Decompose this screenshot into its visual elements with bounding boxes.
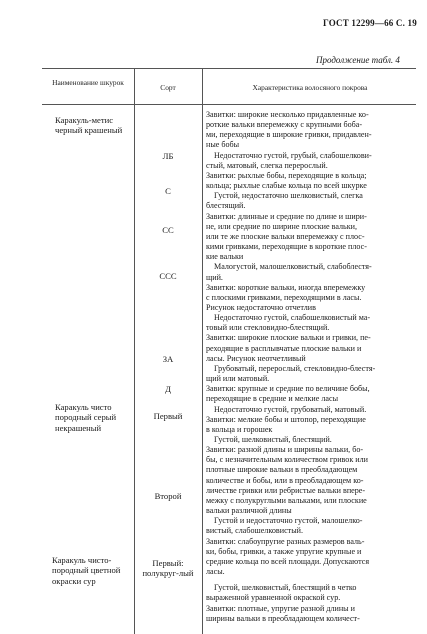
description-line: выраженной уравненной окраской сур.	[206, 593, 341, 603]
description-line: в кольца и горошек	[206, 424, 273, 434]
description-line: щий или матовый.	[206, 374, 270, 384]
description-line: ласы. Рисунок неотчетливый	[206, 353, 306, 363]
description-line: стый, матовый, слегка перерослый.	[206, 160, 328, 170]
description-line: Завитки: широкие плоские вальки и гривки, пе-	[206, 333, 371, 343]
description-line: с плоскими гривками, переходящими в ласы.	[206, 292, 362, 302]
description-line: Недостаточно густой, грубый, слабошелкови-	[214, 150, 372, 160]
grade-cell: Д	[165, 384, 171, 394]
description-line: средние кольца по всей площади. Допускаются	[206, 556, 370, 566]
table-continuation-label: Продолжение табл. 4	[316, 55, 400, 65]
skin-name: Каракуль чисто-породный цветной окраски сур	[52, 555, 121, 586]
description-line: количестве и бобы, или в преобладающем ко-	[206, 475, 364, 485]
description-line: кольца; рыхлые слабые кольца по всей шкурке	[206, 181, 367, 191]
grade-cell: С	[165, 186, 171, 196]
description-line: Завитки: мелкие бобы и штопор, переходящие	[206, 414, 366, 424]
description-line: вистый, слабошелковистый.	[206, 526, 303, 536]
grade-cell: Первый	[153, 411, 183, 421]
description-line: Завитки: слабоупругие разных размеров валь-	[206, 536, 365, 546]
description-line: Рисунок недостаточно отчетлив	[206, 302, 316, 312]
page-header: ГОСТ 12299—66 С. 19	[323, 18, 417, 28]
column-divider-1	[134, 68, 135, 634]
column-divider-2	[202, 68, 203, 634]
table-header-rule	[42, 104, 416, 105]
description-line: Густой и недостаточно густой, малошелко-	[214, 516, 363, 526]
description-line: или те же плоские вальки вперемежку с плос-	[206, 231, 365, 241]
description-line: плотные широкие вальки в преобладающем	[206, 465, 358, 475]
description-line: Завитки: короткие вальки, иногда вперемежку	[206, 282, 366, 292]
description-line: ки, бобы, гривки, а также упругие крупные и	[206, 546, 362, 556]
description-line: кие вальки	[206, 252, 244, 262]
grade-cell: ЗА	[162, 354, 174, 364]
description-line: Завитки: разной длины и ширины вальки, бо-	[206, 445, 364, 455]
column-header-description: Характеристика волосяного покрова	[252, 83, 368, 92]
skin-name: Каракуль-метис черный крашеный	[55, 115, 123, 136]
description-line: ные бобы	[206, 140, 240, 150]
description-line: Малогустой, малошелковистый, слабоблестя-	[214, 262, 372, 272]
column-header-name: Наименование шкурок	[52, 78, 124, 87]
description-line: щий.	[206, 272, 223, 282]
description-line: вальки различной длины	[206, 506, 292, 516]
description-line: блестящий.	[206, 201, 246, 211]
description-line: Завитки: плотные, упругие разной длины и	[206, 603, 355, 613]
description-line: Недостаточно густой, слабошелковистый ма-	[214, 313, 371, 323]
grade-cell: ЛБ	[162, 151, 174, 161]
description-line: межку с полукруглыми вальками, или плоские	[206, 495, 367, 505]
column-header-grade: Сорт	[160, 83, 176, 92]
description-line: Густой, шелковистый, блестящий в четко	[214, 583, 357, 593]
description-line: Завитки: рыхлые бобы, переходящие в кольца;	[206, 170, 367, 180]
description-line: ми, переходящие в широкие гривки, придавлен-	[206, 130, 372, 140]
description-line: роткие вальки вперемежку с крупными боба-	[206, 120, 363, 130]
description-line: Грубоватый, перерослый, стекловидно-блестя-	[214, 363, 376, 373]
description-line: Завитки: широкие несколько придавленные ко-	[206, 110, 369, 119]
description-line: товый или стекловидно-блестящий.	[206, 323, 330, 333]
description-line: бы, с незначительным количеством гривок или	[206, 455, 369, 465]
grade-cell: ССС	[159, 271, 177, 281]
description-line: кими гривками, переходящие в короткие плос-	[206, 242, 367, 252]
description-line: Густой, шелковистый, блестящий.	[214, 435, 332, 444]
description-line: реходящие в расплывчатые плоские вальки и	[206, 343, 362, 353]
description-line: переходящие в средние и мелкие ласы	[206, 394, 339, 404]
description-line: ширины вальки в преобладающем количест-	[206, 613, 360, 623]
description-line: личестве гривки или ребристые вальки впере-	[206, 485, 366, 495]
description-line: Завитки: крупные и средние по величине бобы,	[206, 384, 370, 394]
grade-cell: СС	[162, 225, 174, 235]
description-line: Завитки: длинные и средние по длине и шири-	[206, 211, 367, 221]
description-line: Недостаточно густой, грубоватый, матовый.	[214, 404, 367, 414]
grade-cell: Первый: полукруг-лый	[142, 558, 194, 578]
table-top-rule	[42, 68, 416, 69]
grade-cell: Второй	[154, 491, 182, 501]
description-line: не, или средние по ширине плоские вальки,	[206, 221, 357, 231]
description-line: Густой, недостаточно шелковистый, слегка	[214, 191, 363, 201]
skin-name: Каракуль чисто породный серый некрашеный	[55, 402, 117, 433]
description-column	[206, 110, 416, 624]
description-line: ласы.	[206, 567, 225, 577]
